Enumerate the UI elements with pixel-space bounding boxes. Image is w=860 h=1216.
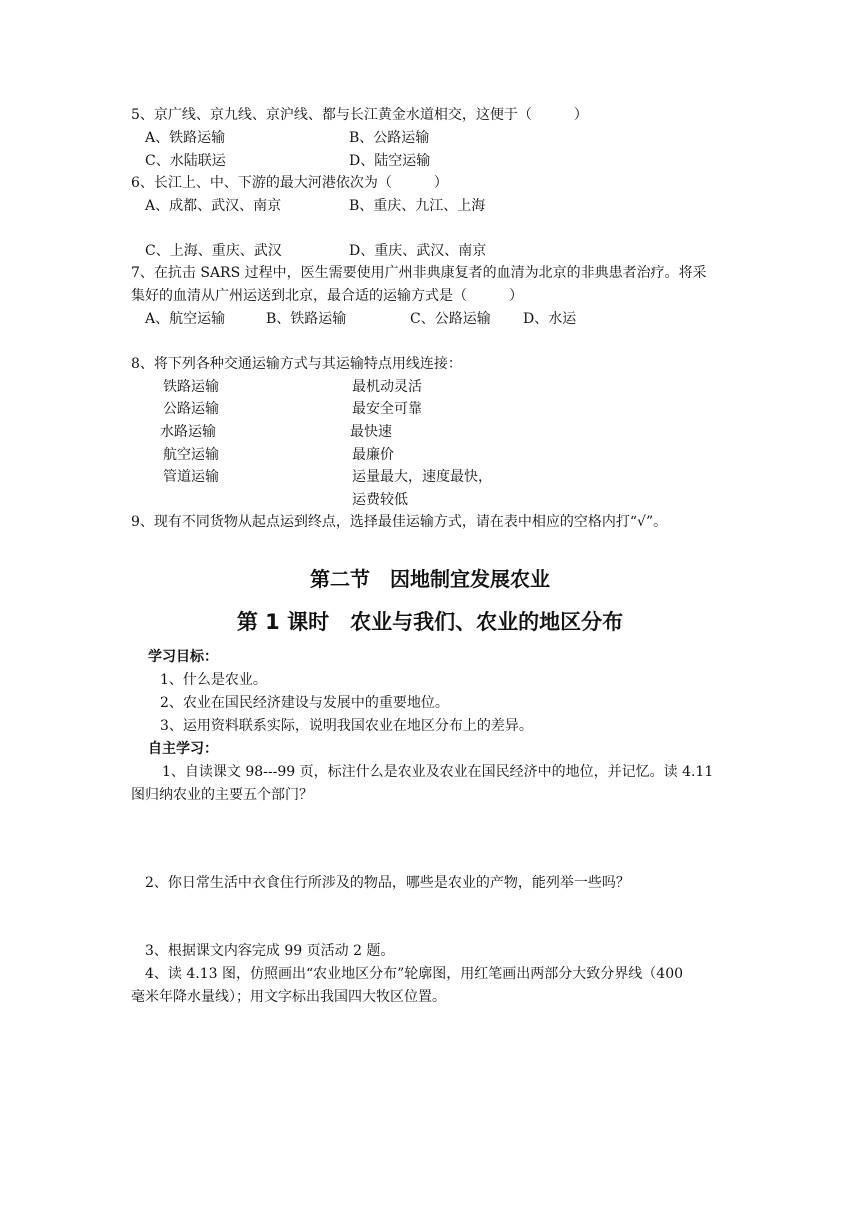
q5-option-a: A、铁路运输 — [145, 130, 226, 146]
goals-heading: 学习目标： — [148, 649, 218, 665]
self-study-p4-line1: 4、读 4.13 图，仿照画出“农业地区分布”轮廓图，用红笔画出两部分大致分界线（400 — [145, 966, 684, 982]
q6-stem: 6、长江上、中、下游的最大河港依次为（ ） — [131, 175, 448, 191]
q8-right-item: 最安全可靠 — [352, 401, 422, 417]
self-study-p4-line2: 毫米年降水量线）；用文字标出我国四大牧区位置。 — [131, 989, 446, 1005]
q8-right-item: 最廉价 — [352, 447, 394, 463]
q8-right-item: 最机动灵活 — [352, 379, 422, 395]
q7-option-a: A、航空运输 — [145, 311, 226, 327]
q8-right-item: 运量最大，速度最快， — [352, 469, 492, 485]
q8-right-item: 最快速 — [350, 424, 392, 440]
section-title: 第二节 因地制宜发展农业 — [310, 567, 550, 591]
q8-left-item: 公路运输 — [163, 401, 219, 417]
q7-option-c: C、公路运输 — [410, 311, 491, 327]
q8-stem: 8、将下列各种交通运输方式与其运输特点用线连接： — [131, 356, 462, 372]
goal-item: 3、运用资料联系实际，说明我国农业在地区分布上的差异。 — [160, 718, 533, 734]
q8-left-item: 水路运输 — [160, 424, 216, 440]
q5-option-d: D、陆空运输 — [349, 153, 431, 169]
self-study-p1-line2: 图归纳农业的主要五个部门？ — [131, 787, 313, 803]
q6-option-a: A、成都、武汉、南京 — [145, 198, 282, 214]
self-study-p1-line1: 1、自读课文 98---99 页，标注什么是农业及农业在国民经济中的地位，并记忆。读 4.11 — [162, 764, 714, 780]
q8-left-item: 铁路运输 — [163, 379, 219, 395]
q5-option-b: B、公路运输 — [349, 130, 430, 146]
q5-stem: 5、京广线、京九线、京沪线、都与长江黄金水道相交，这便于（ ） — [131, 107, 588, 123]
q8-left-item: 航空运输 — [163, 447, 219, 463]
self-study-p2: 2、你日常生活中衣食住行所涉及的物品，哪些是农业的产物，能列举一些吗？ — [145, 875, 630, 891]
q7-stem-line1: 7、在抗击 SARS 过程中，医生需要使用广州非典康复者的血清为北京的非典患者治疗。将采 — [131, 265, 707, 281]
goal-item: 1、什么是农业。 — [160, 672, 267, 688]
self-study-heading: 自主学习： — [148, 741, 218, 757]
q5-option-c: C、水陆联运 — [145, 153, 226, 169]
q8-left-item: 管道运输 — [163, 469, 219, 485]
q8-right-item: 运费较低 — [352, 492, 408, 508]
self-study-p3: 3、根据课文内容完成 99 页活动 2 题。 — [145, 943, 395, 959]
q6-option-c: C、上海、重庆、武汉 — [145, 243, 282, 259]
q6-option-d: D、重庆、武汉、南京 — [349, 243, 487, 259]
q7-stem-line2: 集好的血清从广州运送到北京，最合适的运输方式是（ ） — [131, 288, 523, 304]
q7-option-d: D、水运 — [523, 311, 577, 327]
q9-stem: 9、现有不同货物从起点运到终点，选择最佳运输方式，请在表中相应的空格内打“√”。 — [131, 514, 668, 530]
q7-option-b: B、铁路运输 — [266, 311, 347, 327]
goal-item: 2、农业在国民经济建设与发展中的重要地位。 — [160, 695, 449, 711]
lesson-title: 第 1 课时 农业与我们、农业的地区分布 — [236, 610, 624, 634]
q6-option-b: B、重庆、九江、上海 — [349, 198, 486, 214]
